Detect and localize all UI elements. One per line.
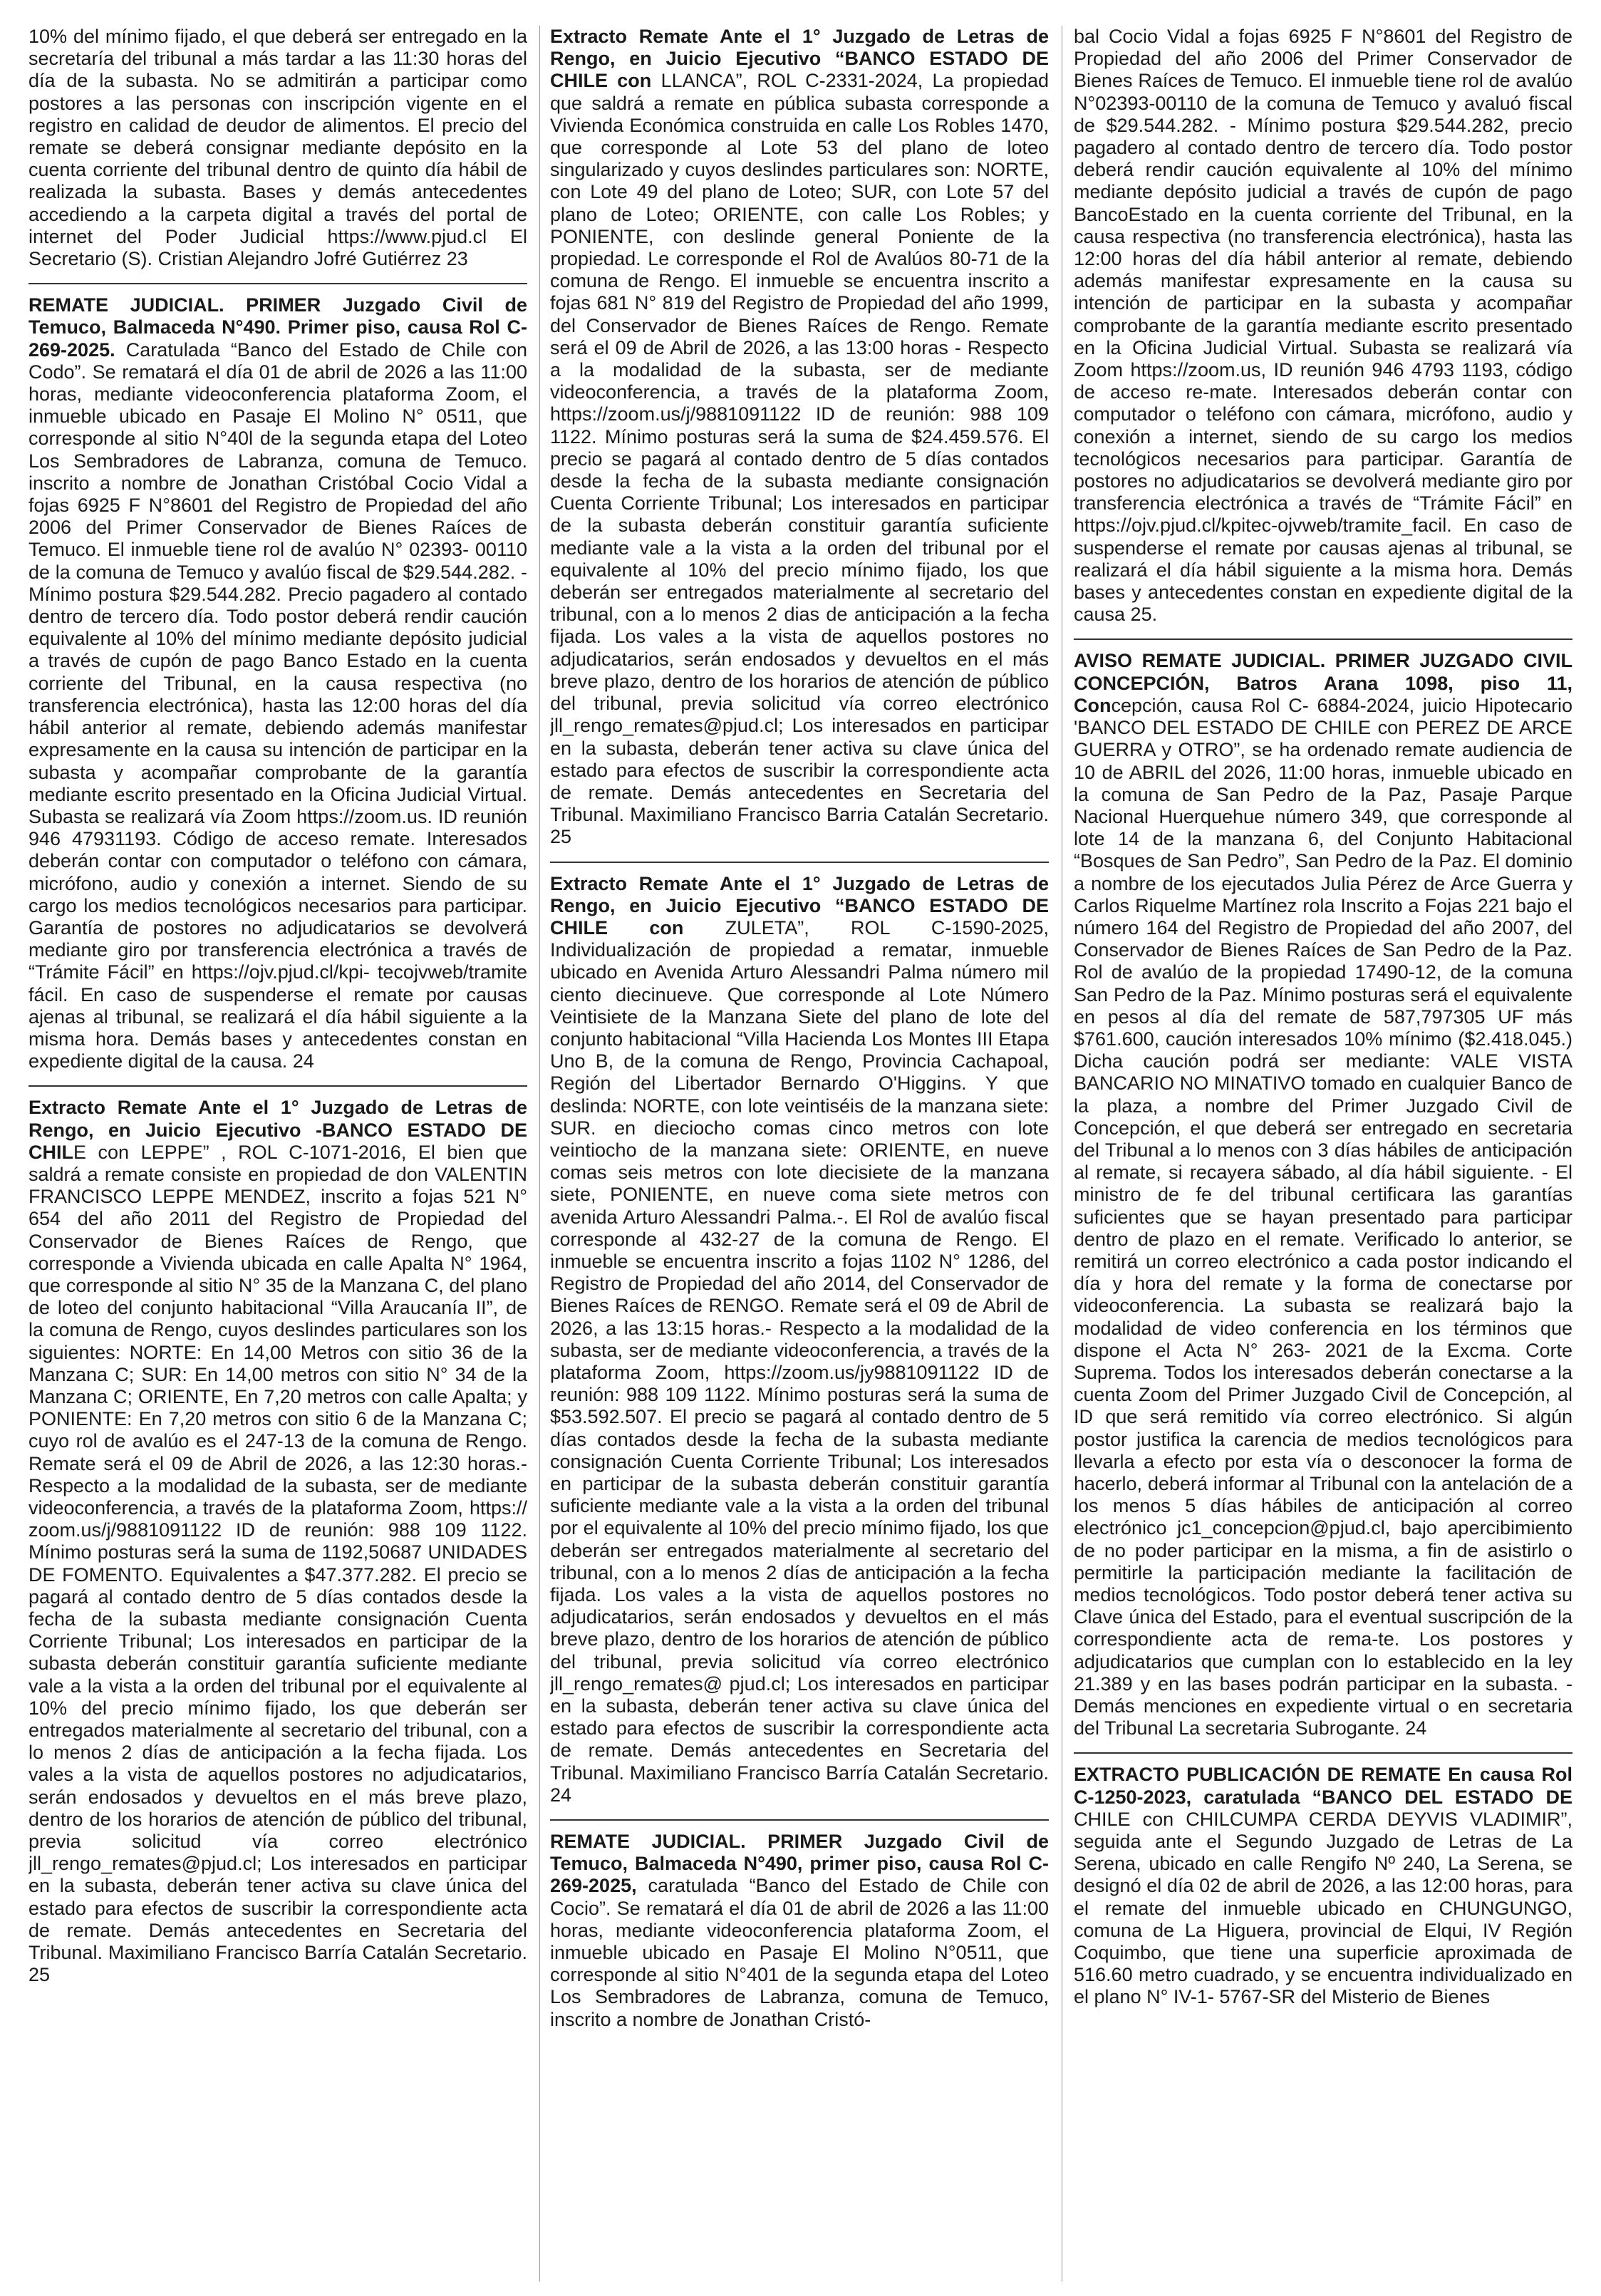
notice-heading: Extracto Remate Ante el 1° Juzgado de Letras de Rengo, en Juicio Ejecutivo “BANCO ESTADO DE CHILE con bbox=[550, 872, 1049, 938]
column-2 bbox=[550, 26, 1049, 2282]
notice-rengo-zuleta bbox=[550, 862, 1049, 1820]
notice-body-text: E con LEPPE” , ROL C-1071-2016, El bien que saldrá a remate consiste en propiedad de don VALENTIN FRANCISCO LEPPE MENDEZ, inscrito a fojas 521 N° 654 del año 2011 del Registro de Propiedad del Conservador de Bienes Raíces de Rengo, que corresponde a Vivienda ubicada en calle Apalta N° 1964, que corresponde al sitio N° 35 de la Manzana C, del plano de loteo del conjunto habitacional “Villa Araucanía II”, de la comuna de Rengo, cuyos deslindes particulares son los siguientes: NORTE: En 14,00 Metros con sitio 36 de la Manzana C; SUR: En 14,00 metros con sitio N° 34 de la Manzana C; ORIENTE, En 7,20 metros con calle Apalta; y PONIENTE: En 7,20 metros con sitio 6 de la Manzana C; cuyo rol de avalúo es el 247-13 de la comuna de Rengo. Remate será el 09 de Abril de 2026, a las 12:30 horas.- Respecto a la modalidad de la subasta, ser de mediante videoconferencia, a través de la plataforma Zoom, https:// zoom.us/j/9881091122 ID de reunión: 988 109 1122. Mínimo posturas será la suma de 1192,50687 UNIDADES DE FOMENTO. Equivalentes a $47.377.282. El precio se pagará al contado dentro de 5 días contados desde la fecha de la subasta mediante consignación Cuenta Corriente Tribunal; Los interesados en participar de la subasta deberán constituir garantía suficiente mediante vale a la vista a la orden del tribunal por el equivalente al 10% del precio mínimo fijado, los que deberán ser entregados materialmente al secretario del tribunal, con a lo menos 2 días de anticipación a la fecha fijada. Los vales a la vista de aquellos postores no adjudicatarios, serán endosados y devueltos en el más breve plazo, dentro de los horarios de atención de público del tribunal, previa solicitud vía correo electrónico jll_rengo_remates@pjud.cl; Los interesados en participar en la subasta, deberán tener activa su clave única del estado para efectos de suscribir la correspondiente acta de remate. Demás antecedentes en Secretaria del Tribunal. Maximiliano Francisco Barría Catalán Secretario. 25 bbox=[29, 1141, 527, 1986]
notice-body-text: bal Cocio Vidal a fojas 6925 F N°8601 del Registro de Propiedad del año 2006 del Primer Conservador de Bienes Raíces de Temuco. El inmueble tiene rol de avalúo N°02393-00110 de la comuna de Temuco y avaluó fiscal de $29.544.282. - Mínimo postura $29.544.282, precio pagadero al contado dentro de tercero día. Todo postor deberá rendir caución equivalente al 10% del mínimo mediante depósito judicial a través de cupón de pago BancoEstado en la cuenta corriente del Tribunal, en la causa respectiva (no transferencia electrónica), hasta las 12:00 horas del día hábil anterior al remate, debiendo además manifestar expresamente en la causa su intención de participar en la subasta y acompañar comprobante de la garantía mediante escrito presentado en la Oficina Judicial Virtual. Subasta se realizará vía Zoom https://zoom.us, ID reunión 946 4793 1193, código de acceso re-mate. Interesados deberán contar con computador o teléfono con cámara, micrófono, audio y conexión a internet, siendo de su cargo los medios tecnológicos necesarios para participar. Garantía de postores no adjudicatarios se devolverá mediante giro por transferencia electrónica a través de “Trámite Fácil” en https://ojv.pjud.cl/kpitec-ojvweb/tramite_facil. En caso de suspenderse el remate por causas ajenas al tribunal, se realizará el día hábil siguiente a la misma hora. Demás bases y antecedentes constan en expediente digital de la causa 25. bbox=[1074, 26, 1572, 626]
notice-body-text: caratulada “Banco del Estado de Chile con Cocio”. Se rematará el día 01 de abril de 2026 a las 11:00 horas, mediante videoconferencia plataforma Zoom, el inmueble ubicado en Pasaje El Molino N°0511, que corresponde al sitio N°401 de la segunda etapa del Loteo Los Sembradores de Labranza, comuna de Temuco, inscrito a nombre de Jonathan Cristó- bbox=[550, 1875, 1049, 2030]
notice-body bbox=[550, 26, 1049, 849]
column-1 bbox=[29, 26, 527, 2282]
notice-heading: REMATE JUDICIAL. PRIMER Juzgado Civil de Temuco, Balmaceda N°490, primer piso, causa Rol C-269-2025, bbox=[550, 1831, 1049, 1897]
notice-heading: EXTRACTO PUBLICACIÓN DE REMATE En causa Rol C-1250-2023, caratulada “BANCO DEL ESTADO DE bbox=[1074, 1764, 1572, 1808]
notice-heading: Extracto Remate Ante el 1° Juzgado de Letras de Rengo, en Juicio Ejecutivo -BANCO ESTADO DE CHIL bbox=[29, 1097, 527, 1163]
notice-body-text: CHILE con CHILCUMPA CERDA DEYVIS VLADIMIR”, seguida ante el Segundo Juzgado de Letras de La Serena, ubicado en calle Rengifo Nº 240, La Serena, se designó el día 02 de abril de 2026, a las 12:00 horas, para el remate del inmueble ubicado en CHUNGUNGO, comuna de La Higuera, provincial de Elqui, IV Región Coquimbo, que tiene una superficie aproximada de 516.60 metro cuadrado, y se encuentra individualizado en el plano N° IV-1- 5767-SR del Misterio de Bienes bbox=[1074, 1808, 1572, 2008]
notice-continuation bbox=[29, 26, 527, 283]
notice-remate-temuco-cocio bbox=[550, 1819, 1049, 2044]
notice-body bbox=[550, 873, 1049, 1807]
notice-body-text: Caratulada “Banco del Estado de Chile con Codo”. Se rematará el día 01 de abril de 2026 a las 11:00 horas, mediante videoconferencia plataforma Zoom, el inmueble ubicado en Pasaje El Molino N° 0511, que corresponde al sitio N°40l de la segunda etapa del Loteo Los Sembradores de Labranza, comuna de Temuco. inscrito a nombre de Jonathan Cristóbal Cocio Vidal a fojas 6925 F N°8601 del Registro de Propiedad del año 2006 del Primer Conservador de Bienes Raíces de Temuco. El inmueble tiene rol de avalúo N° 02393- 00110 de la comuna de Temuco y avalúo fiscal de $29.544.282. - Mínimo postura $29.544.282. Precio pagadero al contado dentro de tercero día. Todo postor deberá rendir caución equivalente al 10% del mínimo mediante depósito judicial a través de cupón de pago Banco Estado en la cuenta corriente del Tribunal, en la causa respectiva (no transferencia electrónica), hasta las 12:00 horas del día hábil anterior al remate, debiendo además manifestar expresamente en la causa su intención de participar en la subasta y acompañar comprobante de la garantía mediante escrito presentado en la Oficina Judicial Virtual. Subasta se realizará vía Zoom https://zoom.us. ID reunión 946 47931193. Código de acceso remate. Interesados deberán contar con computador o teléfono con cámara, micrófono, audio y conexión a internet. Siendo de su cargo los medios tecnológicos necesarios para participar. Garantía de postores no adjudicatarios se devolverá mediante giro por transferencia electrónica a través de “Trámite Fácil” en https://ojv.pjud.cl/kpi- tecojvweb/tramite fácil. En caso de suspenderse el remate por causas ajenas al tribunal, se realizará el día hábil siguiente a la misma hora. Demás bases y antecedentes constan en expediente digital de la causa. 24 bbox=[29, 338, 527, 1072]
notice-la-serena-chilcumpa bbox=[1074, 1752, 1572, 2021]
notice-body-text: LLANCA”, ROL C-2331-2024, La propiedad que saldrá a remate en pública subasta corresponde a Vivienda Económica construida en calle Los Robles 1470, que corresponde al Lote 53 del plano de loteo singularizado y cuyos deslindes particulares son: NORTE, con Lote 49 del plano de Loteo; SUR, con Lote 57 del plano de Loteo; ORIENTE, con calle Los Robles; y PONIENTE, con deslinde general Poniente de la propiedad. Le corresponde el Rol de Avalúos 80-71 de la comuna de Rengo. El inmueble se encuentra inscrito a fojas 681 N° 819 del Registro de Propiedad del año 1999, del Conservador de Bienes Raíces de Rengo. Remate será el 09 de Abril de 2026, a las 13:00 horas - Respecto a la modalidad de la subasta, ser de mediante videoconferencia, a través de la plataforma Zoom, https://zoom.us/j/9881091122 ID de reunión: 988 109 1122. Mínimo posturas será la suma de $24.459.576. El precio se pagará al contado dentro de 5 días contados desde la fecha de la subasta mediante consignación Cuenta Corriente Tribunal; Los interesados en participar de la subasta deberán constituir garantía suficiente mediante vale a la vista a la orden del tribunal por el equivalente al 10% del precio mínimo fijado, los que deberán ser entregados materialmente al secretario del tribunal, con a lo menos 2 dias de anticipación a la fecha fijada. Los vales a la vista de aquellos postores no adjudicatarios, serán endosados y devueltos en el más breve plazo, dentro de los horarios de atención de público del tribunal, previa solicitud vía correo electrónico jll_rengo_remates@pjud.cl; Los interesados en participar en la subasta, deberán tener activa su clave única del estado para efectos de suscribir la correspondiente acta de remate. Demás antecedentes en Secretaria del Tribunal. Maximiliano Francisco Barria Catalán Secretario. 25 bbox=[550, 70, 1049, 848]
notice-body bbox=[1074, 650, 1572, 1739]
notice-rengo-llanca bbox=[550, 26, 1049, 862]
notice-body bbox=[29, 26, 527, 270]
column-rule bbox=[539, 26, 540, 2282]
notice-body bbox=[1074, 1764, 1572, 2008]
notice-heading: Extracto Remate Ante el 1° Juzgado de Letras de Rengo, en Juicio Ejecutivo “BANCO ESTADO DE CHILE con bbox=[550, 26, 1049, 92]
notice-heading: REMATE JUDICIAL. PRIMER Juzgado Civil de Temuco, Balmaceda N°490. Primer piso, causa Rol C-269-2025. bbox=[29, 294, 527, 361]
notice-body bbox=[1074, 26, 1572, 626]
notice-body bbox=[29, 1097, 527, 1986]
column-3 bbox=[1074, 26, 1572, 2282]
notice-body-text: ZULETA”, ROL C-1590-2025, Individualización de propiedad a rematar, inmueble ubicado en Avenida Arturo Alessandri Palma número mil ciento diecinueve. Que corresponde al Lote Número Veintisiete de la Manzana Siete del plano de lote del conjunto habitacional “Villa Hacienda Los Montes III Etapa Uno B, de la comuna de Rengo, Provincia Cachapoal, Región del Libertador Bernardo O'Higgins. Y que deslinda: NORTE, con lote veintiséis de la manzana siete: SUR. en dieciocho comas cinco metros con lote veintiocho de la manzana siete: ORIENTE, en nueve comas seis metros con lote diecisiete de la manzana siete, PONIENTE, en nueve coma siete metros con avenida Arturo Alessandri Palma.-. El Rol de avalúo fiscal corresponde al 432-27 de la comuna de Rengo. El inmueble se encuentra inscrito a fojas 1102 N° 1286, del Registro de Propiedad del año 2014, del Conservador de Bienes Raíces de RENGO. Remate será el 09 de Abril de 2026, a las 13:15 horas.- Respecto a la modalidad de la subasta, ser de mediante videoconferencia, a través de la plataforma Zoom, https://zoom.us/jy9881091122 ID de reunión: 988 109 1122. Mínimo posturas será la suma de $53.592.507. El precio se pagará al contado dentro de 5 días contados desde la fecha de la subasta mediante consignación Cuenta Corriente Tribunal; Los interesados en participar de la subasta deberán constituir garantía suficiente mediante vale a la vista a la orden del tribunal por el equivalente al 10% del precio mínimo fijado, los que deberán ser entregados materialmente al secretario del tribunal, con a lo menos 2 días de anticipación a la fecha fijada. Los vales a la vista de aquellos postores no adjudicatarios, serán endosados y devueltos en el más breve plazo, dentro de los horarios de atención de público del tribunal, previa solicitud vía correo electrónico jll_rengo_remates@ pjud.cl; Los interesados en participar en la subasta, deberán tener activa su clave única del estado para efectos de suscribir la correspondiente acta de remate. Demás antecedentes en Secretaria del Tribunal. Maximiliano Francisco Barría Catalán Secretario. 24 bbox=[550, 916, 1049, 1806]
notice-heading: AVISO REMATE JUDICIAL. PRIMER JUZGADO CIVIL CONCEPCIÓN, Batros Arana 1098, piso 11, Con bbox=[1074, 650, 1572, 716]
notice-concepcion-perez-de-arce bbox=[1074, 638, 1572, 1752]
notice-rengo-leppe bbox=[29, 1085, 527, 1999]
notice-body-text: 10% del mínimo fijado, el que deberá ser entregado en la secretaría del tribunal a más tardar a las 11:30 horas del día de la subasta. No se admitirán a participar como postores a las personas con inscripción vigente en el registro en calidad de deudor de alimentos. El precio del remate se deberá consignar mediante depósito en la cuenta corriente del tribunal dentro de quinto día hábil de realizada la subasta. Bases y demás antecedentes accediendo a la carpeta digital a través del portal de internet del Poder Judicial https://www.pjud.cl El Secretario (S). Cristian Alejandro Jofré Gutiérrez 23 bbox=[29, 26, 527, 270]
notice-body bbox=[550, 1831, 1049, 2031]
notice-continuation bbox=[1074, 26, 1572, 638]
notice-remate-temuco-codo bbox=[29, 283, 527, 1085]
notice-body-text: cepción, causa Rol C- 6884-2024, juicio Hipotecario 'BANCO DEL ESTADO DE CHILE con PEREZ DE ARCE GUERRA y OTRO”, se ha ordenado remate audiencia de 10 de ABRIL del 2026, 11:00 horas, inmueble ubicado en la comuna de San Pedro de la Paz, Pasaje Parque Nacional Huerquehue número 349, que corresponde al lote 14 de la manzana 6, del Conjunto Habitacional “Bosques de San Pedro”, San Pedro de la Paz. El dominio a nombre de los ejecutados Julia Pérez de Arce Guerra y Carlos Riquelme Martínez rola Inscrito a Fojas 221 bajo el número 164 del Registro de Propiedad del año 2007, del Conservador de Bienes Raíces de San Pedro de la Paz. Rol de avalúo de la propiedad 17490-12, de la comuna San Pedro de la Paz. Mínimo posturas será el equivalente en pesos al día del remate de 587,797305 UF más $761.600, caución interesados 10% mínimo ($2.418.045.) Dicha caución podrá ser mediante: VALE VISTA BANCARIO NO MINATIVO tomado en cualquier Banco de la plaza, a nombre del Primer Juzgado Civil de Concepción, el que deberá ser entregado en secretaria del Tribunal a lo menos con 3 días hábiles de anticipación al remate, si recayera sábado, al día hábil siguiente. - El ministro de fe del tribunal certificara las garantías suficientes que se hayan presentado para participar dentro de plazo en el remate. Verificado lo anterior, se remitirá un correo electrónico a cada postor indicando el día y hora del remate y la forma de conectarse por videoconferencia. La subasta se realizará bajo la modalidad de video conferencia en los términos que dispone el Acta N° 263- 2021 de la Excma. Corte Suprema. Todos los interesados deberán conectarse a la cuenta Zoom del Primer Juzgado Civil de Concepción, al ID que será remitido vía correo electrónico. Si algún postor justifica la carencia de medios tecnológicos para llevarla a efecto por esta vía o desconocer la forma de hacerlo, deberá informar al Tribunal con la antelación de a los menos 5 días hábiles de anticipación al correo electrónico jc1_concepcion@pjud.cl, bajo apercibimiento de no poder participar en la misma, a fin de asistirlo o permitirle la participación mediante la facilitación de medios tecnológicos. Todo postor deberá tener activa su Clave única del Estado, para el eventual suscripción de la correspondiente acta de rema-te. Los postores y adjudicatarios que cumplan con lo establecido en la ley 21.389 y en las bases podrán participar en la subasta. -Demás menciones en expediente virtual o en secretaria del Tribunal La secretaria Subrogante. 24 bbox=[1074, 694, 1572, 1739]
notice-body bbox=[29, 294, 527, 1072]
